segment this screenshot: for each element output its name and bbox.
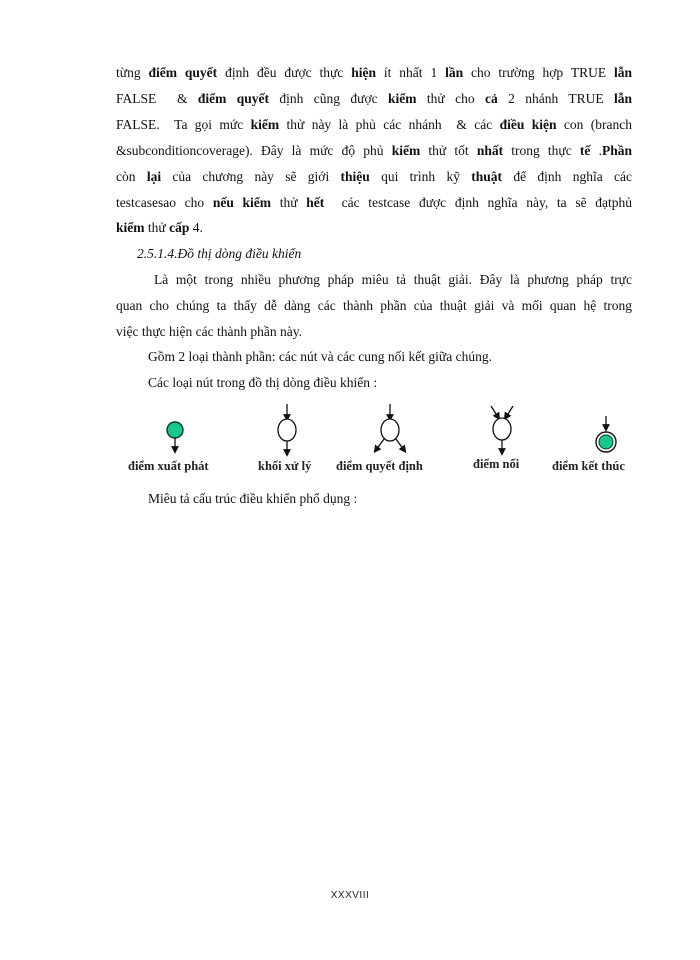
join-node-icon xyxy=(491,406,513,452)
text-run: FALSE & xyxy=(116,91,198,106)
text-run: 2 nhánh TRUE xyxy=(497,91,614,106)
text-run: 4. xyxy=(189,220,203,235)
bold-run: lẫn xyxy=(613,91,632,106)
decision-node-label: điểm quyết định xyxy=(336,459,423,473)
bold-run: hiện xyxy=(351,65,376,80)
text-run: thử xyxy=(144,220,170,235)
text-run: qui trình kỹ xyxy=(369,169,472,184)
text-run: thử cho xyxy=(416,91,485,106)
bold-run: kiểm xyxy=(391,143,421,158)
text-run: testcasesao cho xyxy=(116,195,213,210)
text-run: các testcase được định nghĩa này, ta sẽ đạtphủ xyxy=(324,195,632,210)
text-run: thử tốt xyxy=(420,143,477,158)
process-node-label: khối xử lý xyxy=(258,459,312,473)
page-number: XXXVIII xyxy=(330,890,370,901)
para1-line-5 xyxy=(116,168,632,186)
text-run: FALSE. Ta gọi mức xyxy=(116,117,251,132)
para1-line-2 xyxy=(116,90,632,108)
process-node-icon xyxy=(278,404,296,453)
bold-run: thuật xyxy=(471,169,503,184)
text-run: định cũng được xyxy=(269,91,389,106)
para1-line-1 xyxy=(116,64,632,82)
para2-line-2: quan cho chúng ta thấy dễ dàng các thành phần của thuật giải và mối quan hệ trong xyxy=(116,298,632,313)
bold-run: nhất xyxy=(476,143,504,158)
text-run: cho trường hợp TRUE xyxy=(463,65,615,80)
join-node-label: điểm nối xyxy=(473,457,520,471)
bold-run: lần xyxy=(445,65,464,80)
bold-run: cấp xyxy=(169,220,190,235)
text-run: con (branch xyxy=(556,117,632,132)
bold-run: Phần xyxy=(601,143,632,158)
para1-line-4 xyxy=(116,142,632,160)
text-run: thử xyxy=(271,195,307,210)
bold-run: kiểm xyxy=(116,220,145,235)
text-run: . xyxy=(590,143,602,158)
text-run: từng xyxy=(116,65,149,80)
para1-line-6 xyxy=(116,194,632,212)
bold-run: hết xyxy=(306,195,325,210)
text-run: thử này là phủ các nhánh & các xyxy=(279,117,500,132)
bold-run: lẫn xyxy=(614,65,633,80)
bold-run: kiểm xyxy=(250,117,280,132)
bold-run: điểm quyết xyxy=(148,65,218,80)
bold-run: thiệu xyxy=(340,169,370,184)
text-run: ít nhất 1 xyxy=(375,65,446,80)
text-run: để định nghĩa các xyxy=(502,169,633,184)
text-run: định đều được thực xyxy=(217,65,352,80)
decision-node-icon xyxy=(376,404,404,450)
control-structure-text: Miêu tả cấu trúc điều khiển phổ dụng : xyxy=(148,491,358,506)
text-run: &subconditioncoverage). Đây là mức độ phủ xyxy=(116,143,392,158)
start-node-icon xyxy=(167,422,183,450)
bold-run: lại xyxy=(146,169,162,184)
para1-line-7 xyxy=(116,219,203,237)
end-node-icon xyxy=(596,416,616,452)
text-run: còn xyxy=(116,169,147,184)
node-types-text: Các loại nút trong đồ thị dòng điều khiển : xyxy=(148,375,378,390)
bold-run: nếu kiểm xyxy=(212,195,272,210)
components-text: Gồm 2 loại thành phần: các nút và các cung nối kết giữa chúng. xyxy=(148,349,492,364)
node-types-diagram xyxy=(120,400,650,480)
text-run: trong thực xyxy=(503,143,580,158)
bold-run: tế xyxy=(579,143,591,158)
text-run: của chương này sẽ giới xyxy=(161,169,341,184)
start-node-label: điểm xuất phát xyxy=(128,459,209,473)
bold-run: điều kiện xyxy=(499,117,557,132)
section-heading: 2.5.1.4.Đồ thị dòng điều khiển xyxy=(137,246,302,261)
para1-line-3 xyxy=(116,116,632,134)
bold-run: kiểm xyxy=(388,91,417,106)
para2-line-1: Là một trong nhiều phương pháp miêu tả thuật giải. Đây là phương pháp trực xyxy=(154,272,632,287)
bold-run: điểm quyết xyxy=(197,91,270,106)
para2-line-3: việc thực hiện các thành phần này. xyxy=(116,324,302,339)
end-node-label: điểm kết thúc xyxy=(552,459,625,473)
bold-run: cả xyxy=(484,91,498,106)
